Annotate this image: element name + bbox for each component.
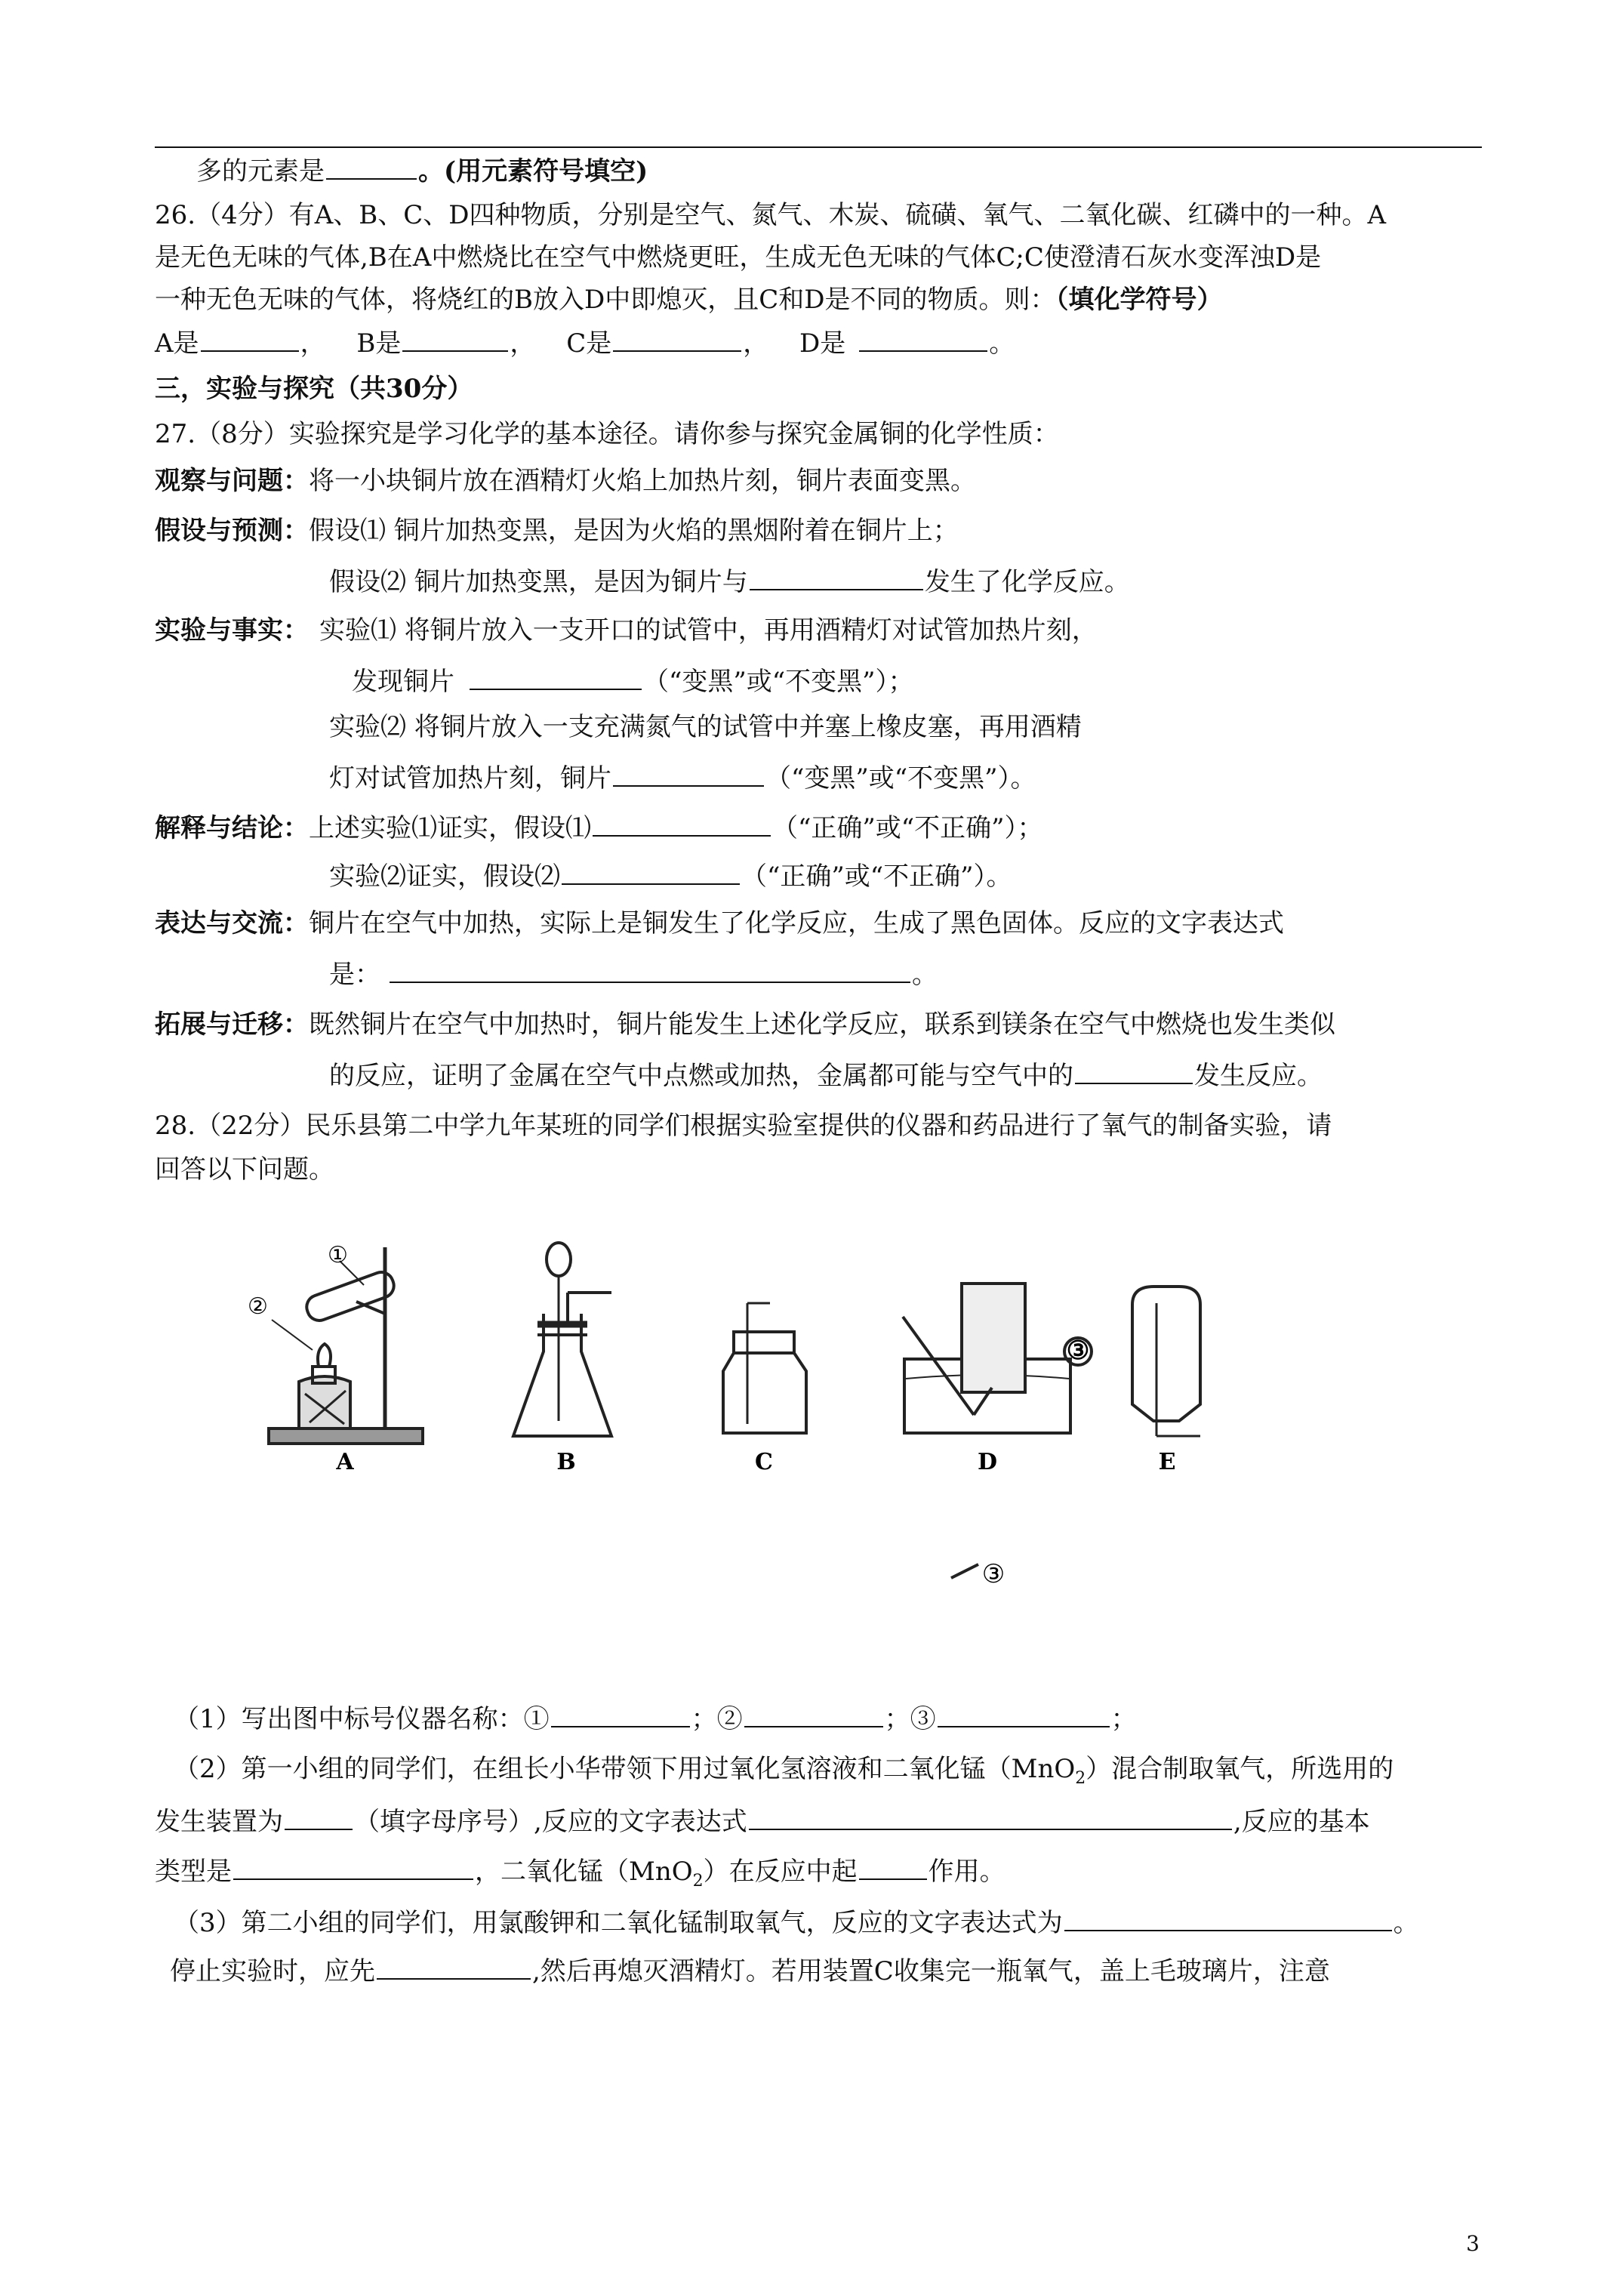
q28-part2-line2: 发生装置为 （填字母序号）,反应的文字表达式 ,反应的基本 [155, 1801, 1370, 1839]
q28-part1: （1）写出图中标号仪器名称：① ；② ；③ ； [174, 1699, 1137, 1737]
page-number: 3 [1466, 2231, 1480, 2256]
answer-blank[interactable] [326, 151, 417, 180]
q27-experiment-1: 实验与事实： 实验⑴ 将铜片放入一支开口的试管中，再用酒精灯对试管加热片刻， [155, 615, 1098, 646]
q26-line3: 一种无色无味的气体，将烧红的B放入D中即熄灭，且C和D是不同的物质。则：（填化学符号） [155, 285, 1223, 315]
q27-expression-2: 是： 。 [329, 954, 938, 992]
answer-blank[interactable] [613, 758, 764, 787]
q25-tail: 多的元素是 。(用元素符号填空) [196, 151, 648, 189]
q27-hypothesis-1: 假设与预测：假设⑴ 铜片加热变黑，是因为火焰的黑烟附着在铜片上； [155, 516, 959, 546]
answer-blank[interactable] [750, 562, 923, 590]
q27-experiment-2: 实验⑵ 将铜片放入一支充满氮气的试管中并塞上橡皮塞，再用酒精 [329, 712, 1082, 742]
label-c: C [755, 1449, 773, 1475]
q26-answers: A是 ， B是 ， C是 ， D是 。 [155, 323, 1015, 361]
answer-blank[interactable] [390, 954, 910, 983]
answer-blank-1[interactable] [551, 1699, 690, 1727]
q27-hypothesis-2: 假设⑵ 铜片加热变黑，是因为铜片与 发生了化学反应。 [329, 562, 1130, 599]
answer-blank-b[interactable] [402, 323, 508, 352]
answer-blank[interactable] [377, 1951, 531, 1980]
q28-intro-2: 回答以下问题。 [155, 1154, 334, 1185]
label-d: D [977, 1449, 998, 1475]
apparatus-e [1132, 1287, 1200, 1436]
answer-blank[interactable] [233, 1851, 473, 1880]
apparatus-b [513, 1243, 611, 1436]
q28-part2-line3: 类型是 ，二氧化锰（MnO$_2$）在反应中起 作用。 [155, 1851, 1006, 1899]
q28-part3-line2: 停止实验时，应先 ,然后再熄灭酒精灯。若用装置C收集完一瓶氧气，盖上毛玻璃片，注意 [170, 1951, 1330, 1989]
q28-part3-line1: （3）第二小组的同学们，用氯酸钾和二氧化锰制取氧气，反应的文字表达式为 。 [174, 1903, 1419, 1940]
q27-observation: 观察与问题：将一小块铜片放在酒精灯火焰上加热片刻，铜片表面变黑。 [155, 466, 976, 496]
answer-blank[interactable] [1064, 1903, 1392, 1931]
apparatus-d [903, 1284, 1092, 1433]
label-a: A [336, 1449, 354, 1475]
q27-experiment-1b: 发现铜片 （“变黑”或“不变黑”）； [352, 661, 914, 699]
q27-extension-1: 拓展与迁移：既然铜片在空气中加热时，铜片能发生上述化学反应，联系到镁条在空气中燃烧也发生类似 [155, 1009, 1335, 1040]
q26-line1: 26.（4分）有A、B、C、D四种物质，分别是空气、氮气、木炭、硫磺、氧气、二氧化碳、红磷中的一种。A [155, 200, 1387, 230]
q27-conclusion-2: 实验⑵证实，假设⑵ （“正确”或“不正确”）。 [329, 856, 1012, 894]
answer-blank-d[interactable] [859, 323, 987, 352]
answer-blank[interactable] [859, 1851, 927, 1880]
answer-blank[interactable] [470, 661, 642, 690]
answer-blank[interactable] [749, 1801, 1232, 1830]
q28-intro-1: 28.（22分）民乐县第二中学九年某班的同学们根据实验室提供的仪器和药品进行了氧气的制备实验，请 [155, 1111, 1332, 1141]
marker-3-repeat: ③ [981, 1559, 1006, 1589]
answer-blank-a[interactable] [201, 323, 299, 352]
header-rule [155, 146, 1482, 148]
q26-line2: 是无色无味的气体,B在A中燃烧比在空气中燃烧更旺，生成无色无味的气体C;C使澄清石灰水变浑浊D是 [155, 242, 1322, 273]
q27-expression-1: 表达与交流：铜片在空气中加热，实际上是铜发生了化学反应，生成了黑色固体。反应的文字表达式 [155, 908, 1284, 938]
answer-blank[interactable] [593, 808, 771, 837]
answer-blank[interactable] [562, 856, 740, 885]
answer-blank[interactable] [1075, 1056, 1193, 1084]
apparatus-c [723, 1303, 806, 1433]
section-heading: 三，实验与探究（共30分） [155, 374, 473, 404]
label-b: B [556, 1449, 576, 1475]
label-e: E [1158, 1449, 1176, 1475]
answer-blank-2[interactable] [744, 1699, 883, 1727]
apparatus-a [269, 1247, 423, 1444]
answer-blank-3[interactable] [938, 1699, 1110, 1727]
q27-intro: 27.（8分）实验探究是学习化学的基本途径。请你参与探究金属铜的化学性质： [155, 419, 1059, 449]
marker-2: ② [248, 1293, 268, 1320]
q27-extension-2: 的反应，证明了金属在空气中点燃或加热，金属都可能与空气中的 发生反应。 [329, 1056, 1323, 1093]
marker-3: ③ [1066, 1336, 1090, 1366]
apparatus-diagram [226, 1223, 1253, 1676]
q27-experiment-2b: 灯对试管加热片刻，铜片 （“变黑”或“不变黑”）。 [329, 758, 1036, 796]
q27-conclusion-1: 解释与结论：上述实验⑴证实，假设⑴ （“正确”或“不正确”）； [155, 808, 1043, 846]
answer-blank-c[interactable] [613, 323, 741, 352]
answer-blank[interactable] [285, 1801, 353, 1830]
marker-1: ① [328, 1242, 348, 1268]
q28-part2-line1: （2）第一小组的同学们，在组长小华带领下用过氧化氢溶液和二氧化锰（MnO$_2$）混合制取氧气，所选用的 [174, 1754, 1394, 1788]
